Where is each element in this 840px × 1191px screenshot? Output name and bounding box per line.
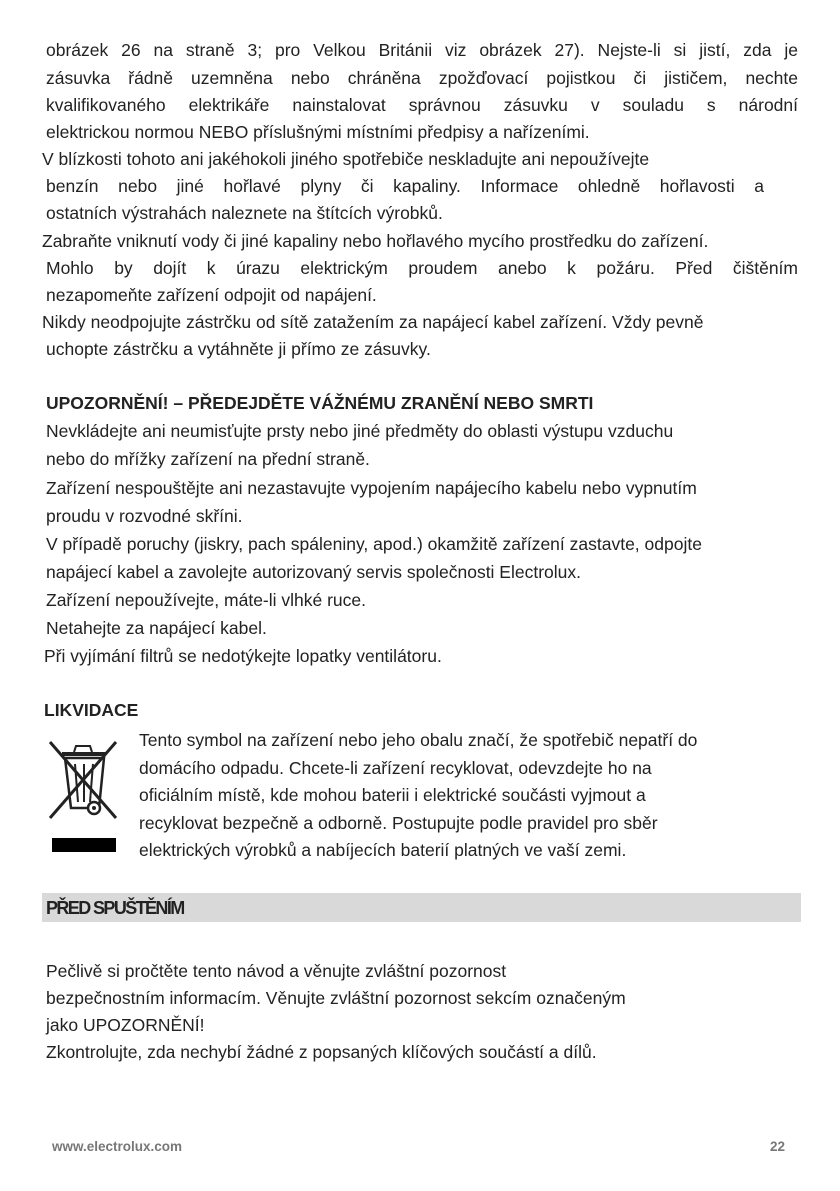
section-title: PŘED SPUŠTĚNÍM bbox=[46, 898, 184, 918]
intro-line-1: obrázek 26 na straně 3; pro Velkou Británii viz obrázek 27). Nejste-li si jistí, zda je bbox=[46, 40, 798, 60]
intro-line-4: elektrickou normou NEBO příslušnými místními předpisy a nařízeními. bbox=[46, 122, 590, 142]
warning-line-7: Zařízení nepoužívejte, máte-li vlhké ruce. bbox=[46, 590, 367, 610]
intro-line-3: kvalifikovaného elektrikáře nainstalovat správnou zásuvku v souladu s národní bbox=[46, 95, 798, 115]
crossed-out-wheelie-bin-icon bbox=[44, 736, 120, 854]
intro-line-6: benzín nebo jiné hořlavé plyny či kapaliny. Informace ohledně hořlavosti a bbox=[46, 176, 764, 196]
before-start-line-1: Pečlivě si pročtěte tento návod a věnujte zvláštní pozornost bbox=[46, 961, 507, 981]
intro-line-9: Mohlo by dojít k úrazu elektrickým proudem anebo k požáru. Před čištěním bbox=[46, 258, 798, 278]
before-start-line-3: jako UPOZORNĚNÍ! bbox=[46, 1015, 205, 1035]
disposal-line-4: recyklovat bezpečně a odborně. Postupujte podle pravidel pro sběr bbox=[139, 813, 658, 833]
disposal-heading: LIKVIDACE bbox=[44, 700, 139, 720]
intro-line-5: V blízkosti tohoto ani jakéhokoli jiného spotřebiče neskladujte ani nepoužívejte bbox=[42, 149, 650, 169]
section-title-bar bbox=[42, 893, 801, 922]
intro-line-12: uchopte zástrčku a vytáhněte ji přímo ze zásuvky. bbox=[46, 339, 431, 359]
before-start-line-4: Zkontrolujte, zda nechybí žádné z popsaných klíčových součástí a dílů. bbox=[46, 1042, 597, 1062]
warning-line-1: Nevkládejte ani neumisťujte prsty nebo jiné předměty do oblasti výstupu vzduchu bbox=[46, 421, 674, 441]
intro-line-8: Zabraňte vniknutí vody či jiné kapaliny nebo hořlavého mycího prostředku do zařízení. bbox=[42, 231, 709, 251]
warning-line-4: proudu v rozvodné skříni. bbox=[46, 506, 243, 526]
disposal-line-2: domácího odpadu. Chcete-li zařízení recyklovat, odevzdejte ho na bbox=[139, 758, 652, 778]
footer-page-number: 22 bbox=[770, 1139, 786, 1154]
warning-line-5: V případě poruchy (jiskry, pach spáleniny, apod.) okamžitě zařízení zastavte, odpojte bbox=[46, 534, 702, 554]
intro-line-10: nezapomeňte zařízení odpojit od napájení. bbox=[46, 285, 377, 305]
warning-line-6: napájecí kabel a zavolejte autorizovaný servis společnosti Electrolux. bbox=[46, 562, 582, 582]
disposal-line-1: Tento symbol na zařízení nebo jeho obalu značí, že spotřebič nepatří do bbox=[139, 730, 698, 750]
intro-line-2: zásuvka řádně uzemněna nebo chráněna zpožďovací pojistkou či jističem, nechte bbox=[46, 68, 798, 88]
before-start-line-2: bezpečnostním informacím. Věnujte zvláštní pozornost sekcím označeným bbox=[46, 988, 626, 1008]
footer-website: www.electrolux.com bbox=[52, 1139, 183, 1154]
warning-line-2: nebo do mřížky zařízení na přední straně. bbox=[46, 449, 370, 469]
intro-line-7: ostatních výstrahách naleznete na štítcích výrobků. bbox=[46, 203, 443, 223]
disposal-line-5: elektrických výrobků a nabíjecích baterií platných ve vaší zemi. bbox=[139, 840, 627, 860]
warning-line-8: Netahejte za napájecí kabel. bbox=[46, 618, 267, 638]
warning-heading: UPOZORNĚNÍ! – PŘEDEJDĚTE VÁŽNÉMU ZRANĚNÍ NEBO SMRTI bbox=[46, 393, 594, 413]
intro-line-11: Nikdy neodpojujte zástrčku od sítě zatažením za napájecí kabel zařízení. Vždy pevně bbox=[42, 312, 704, 332]
warning-line-9: Při vyjímání filtrů se nedotýkejte lopatky ventilátoru. bbox=[44, 646, 442, 666]
disposal-line-3: oficiálním místě, kde mohou baterii i elektrické součásti vyjmout a bbox=[139, 785, 646, 805]
warning-line-3: Zařízení nespouštějte ani nezastavujte vypojením napájecího kabelu nebo vypnutím bbox=[46, 478, 697, 498]
